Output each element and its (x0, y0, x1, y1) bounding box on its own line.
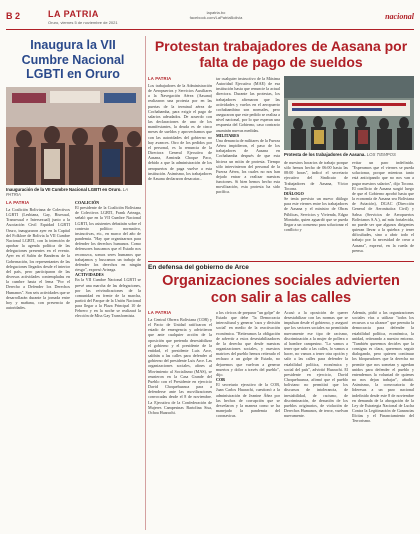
aasana-col4-text: evitar un paro indefinido. "Esperamos que el viernes se pueda solucionar, porque mientras tanto está anticipando que no nos van a pagar nuestros salarios", dijo Tocona. El conflicto de Aasana surgió luego de que el Gobierno aprobó hasta que la economía de Aasana sea Boliviana de Aviación), DGAC (Dirección General de Aeronáutica Civil) y Sabsa (Servicios de Aeropuertos Bolivianos S.A.), así más fortalecida, no puede ser que algunos dirigentes quieran llevar a la quiebra y tener dificultades, sino a abrir todo el trabajo por la necesidad de crear a Aasana", expresó, en la rueda de prensa. (352, 160, 414, 253)
aasana-column-4 (352, 160, 414, 260)
left-caption-text: Inauguración de la VII Cumbre Nacional LGBTI en Oruro. (6, 187, 122, 192)
arce-col1-text: La Central Obrera Boliviana (COB) y el Pacto de Unidad ratificaron el estado de emergencia y advirtieron que ante cualquier acción de la oposición que pretenda desestabilizar el gobierno y el presidente de la entidad, el presidente Luis Arce, saldrán a las calles para defender al gobierno del presidente Luis Arce. Las organizaciones sociales, afines al Movimiento al Socialismo (MAS), se reunieron en la Casa Grande del Pueblo con el Presidente en ejercicio David Choquehuanca para a defenderse ante las movilizaciones convocadas desde el 8 de noviembre. La Ejecutiva de la Confederación de Mujeres Campesinas Bartolina Sisa, Ochoa Huarachi. (148, 317, 212, 415)
page-number: B 2 (6, 11, 21, 21)
aasana-sub-militares: MILITARES (216, 132, 240, 138)
arce-sub-cob: COB (216, 377, 225, 383)
left-column-2 (75, 200, 141, 530)
left-photo-credit: LA PATRIA (6, 187, 128, 197)
section-rule (148, 261, 414, 262)
aasana-col3b-text: Se tenía previsto un nuevo diálogo para este viernes entre los trabajadores de Aasana y el ministro de Obras Públicas, Servicios y Vivienda, Edgar Montaño, quien aguardó que se pueda llegar a un consenso para solucionar el conflicto y (284, 196, 348, 233)
page-header (6, 4, 414, 30)
left-tag: LA PATRIA (6, 200, 30, 205)
arce-headline[interactable]: Organizaciones sociales advierten con salir a las calles (162, 273, 400, 306)
aasana-photo (284, 76, 414, 150)
aasana-column-3 (284, 160, 348, 260)
aasana-col2-text: tar cualquier instructivo de la Máxima Autoridad Ejecutiva (MAE) de esa institución hasta que renuncie la actual directora. Durante las protestas, los trabajadores afirmaron que las actividades y vuelos en el aeropuerto cochabambino son normales, pero aseguraron que este pedido se realiza a nivel nacional, por lo que esperan una respuesta del Gobierno, caso contrario asumirán nuevas medidas. (216, 76, 280, 133)
arce-col3-text: Acusó a la oposición de querer desestabilizar con las normas que se impulsan desde el gobierno, y aseguró que los sectores sociales no permitirán nuevamente ese tipo de racismo, discriminación a la mujer de pollera o al hombre campesino. "Lo vamos a tener que salir a las calles, lo vamos a hacer, no vamos a tener otra opción y salir a las calles para defender la estabilidad política, económica y social del país", advirtió Huarachi. El presidente en ejercicio, David Choquehuanca, afirmó que el pueblo boliviano no permitirá que los discursos de intolerancia, de inestabilidad, de racismo, de discriminación, de desunión de los pueblos originarios, de violación de Derechos Humanos, de terror, vuelvan nuevamente. (284, 310, 348, 419)
left-photo-caption (6, 187, 142, 197)
left-col1-text: La Coalición Boliviana de Colectivos LGBTI (Lesbiana, Gay, Bisexual, Transexual e Intersexual) junto a la Asociación Civil Equidad LGBTI Oruro, inauguraron ayer en la Capital del Folklore de Bolivia la VII Cumbre Nacional LGBTI, con la intención de aprobar la agenda política de las delegaciones presentes en el evento. Ayer en el Salón de Banderas de la Gobernación, los representantes de las delegaciones llegados desde el interior del país, pero participaron de las diversas actividades contempladas en la cumbre hasta el lema "Por el Derecho a Defender los Derechos Humanos". Son seis actividades que se desarrollarán durante la jornada entre hoy y mañana, con presencia de autoridades. (6, 207, 70, 310)
aasana-column-2 (216, 76, 280, 260)
arce-column-2 (216, 310, 280, 530)
aasana-col1-text: Los trabajadores de la Administración de Aeropuertos y Servicios Auxiliares a la Navegación Aérea (Aasana) realizaron una protesta por en las puertas de la terminal aérea de Cochabamba, para exigir el pago de salarios adeudados. De acuerdo con las declaraciones de uno de los manifestantes, la deuda es de cinco meses de sueldos y aprovechamos que con las autoridades del gobierno no hay avances. (148, 83, 212, 145)
left-sub-coalicion: COALICIÓN (75, 200, 100, 205)
aasana-column-1 (148, 76, 212, 260)
masthead: LA PATRIA (48, 9, 99, 19)
arce-subhead: En defensa del gobierno de Arce (148, 264, 249, 271)
aasana-col3-text: de nuestros horarios de trabajo porque sólo hemos hecho de 06:00 hasta las 08:00 horas", indicó el secretario ejecutivo del Sindicato de Trabajadores de Aasana, Víctor Tocona. (284, 160, 348, 191)
arce-col2-text: a los cívicos de preparar "un golpe" de Estado que debe "la Democracia intercultural y generar 'caos y división social' en medio de la reactivación económica. "Reiteramos la obligación de advertir a estos desestabilizadores de la derecha que desde nuestras organizaciones sociales, y nuestros matrices del pueblo hemos reiterado el rechazo a un golpe de Estado, no dejaremos que vuelvan a generar muertos y dolor a través del pueblo", dijo. (216, 310, 280, 377)
social-links[interactable]: lapatria.bo facebook.com/LaPatriaBolivia (189, 10, 243, 20)
aasana-tag: LA PATRIA (148, 76, 172, 81)
aasana-col2b-text: Una denuncia de militares de la Fuerza Aérea impidieron, el paso de los trabajadores de Aasana en Cochabamba después de que esta hiciera un mitin de protesta. Tiempo sólo intervinieron del personal de la Fuerza Aérea, los cuales no nos han dejado entrar a realizar nuestras funciones. Si bien hemos hecho esta movilización, esta protesta ha sido pacífica. (216, 137, 280, 195)
section-name: nacional (385, 12, 414, 21)
arce-tag: LA PATRIA (148, 310, 172, 315)
left-col2-text: El presidente de la Coalición Boliviana de Colectivos LGBTI, Frank Arteaga, señaló que en la VII Cumbre Nacional LGBTI, los asistentes debatirán sobre el contexto político normativo, instructivas, etc., en marco del año de pandemia. "Hay que organizarnos para defender los derechos humanos. Como defensores buscamos que el Estado nos reconozca, somos seres humanos que trabajamos y buscamos un trabajo de defender los derechos en ningún riesgo", expresó Arteaga. (75, 205, 141, 273)
left-sub-actividades: ACTIVIDADES (75, 272, 104, 278)
aasana-caption-text: Protesta de los trabajadores de Aasana. (284, 152, 366, 157)
column-divider (145, 36, 146, 530)
arce-column-3 (284, 310, 348, 530)
aasana-headline[interactable]: Protestan trabajadores de Aasana por falta de pago de sueldos (154, 38, 408, 70)
left-headline[interactable]: Inaugura la VII Cumbre Nacional LGBTI en Oruro (21, 38, 125, 81)
arce-col2b-text: El secretario ejecutivo de la COB, Juan Carlos Huarachi, cuestionó a la administración de Jeanine Áñez por las hechos de corrupción que se desvelaron y la manera como se ha manejado la pandemia del coronavirus. (216, 382, 280, 419)
aasana-photo-caption (284, 152, 414, 157)
issue-date: Oruro, viernes 5 de noviembre de 2021 (48, 20, 118, 25)
aasana-sub-dialogo: DIÁLOGO (284, 190, 304, 196)
arce-column-4 (352, 310, 414, 530)
aasana-photo-credit: LOS TIEMPOS (366, 152, 396, 157)
arce-column-1 (148, 310, 212, 530)
left-col2b-text: En la VII Cumbre Nacional LGBTI se prevé una marcha de las delegaciones, por las reivindicaciones de la comunidad en frente de la marcha, partirá del Parque de la Unión Nacional para llegar a la Plaza Principal 10 de Febrero y en la noche se realizará la elección de Miss Gay Transformista. (75, 277, 141, 319)
arce-col4-text: Además, pidió a las organizaciones sociales vías a utilizar "todos los recursos a su alcance" que permita la democracia para defender la estabilidad política, económica, la unidad, reiterando a nuestro entorno. "También queremos decirles que la consigna es clara, queremos seguir dialogando, pero quieren continuar los bloqueadores que la derecha no permite que nos sometan y agredan unidos para defender el pueblo y entendemos la voluntad de quienes no nos dejan trabajar", añadió. Asimismo, la convocatoria de lideresas a un paro nacional indefinido desde este 8 de noviembre en demanda de la abrogación de la Ley de Estrategia Nacional de Lucha Contra la Legitimación de Ganancias Ilícitas y el Financiamiento del Terrorismo. (352, 310, 414, 424)
aasana-col1b-text: Otro de los pedidos por el personal, es la renuncia de la Directora General Ejecutiva de Aasana, Arminda Choque Paco, debido a que la administración de los aeropuertos de paga vuelve a esta institución. Asimismo, los trabajadores de Aasana declararon desacatar... (148, 139, 212, 181)
cumbre-photo (6, 87, 142, 185)
left-column-1 (6, 200, 70, 530)
